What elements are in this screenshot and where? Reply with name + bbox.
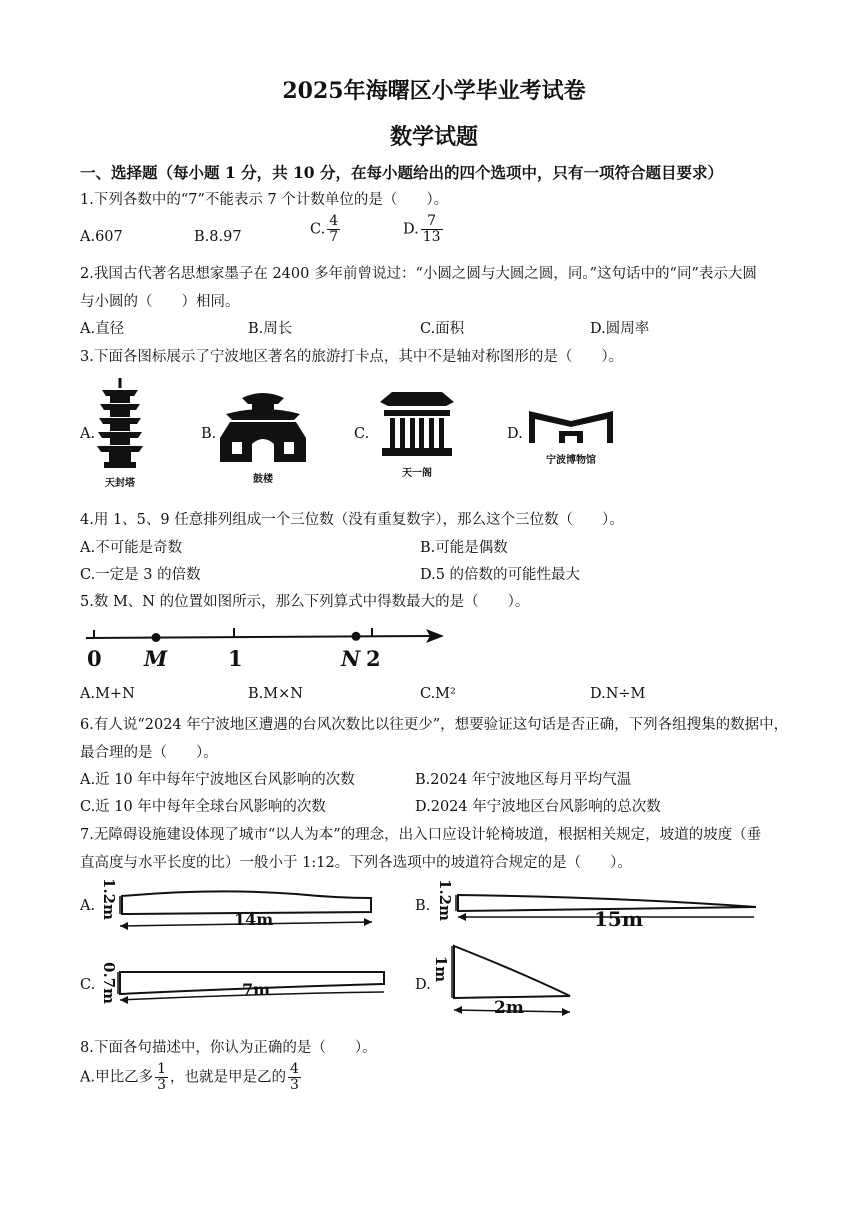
number-line-label-m: M — [144, 646, 168, 671]
ramp-b-figure — [434, 879, 764, 939]
ramp-a-figure — [96, 880, 376, 936]
q1-option-d[interactable] — [403, 214, 445, 245]
pagoda-caption: 天封塔 — [105, 478, 135, 489]
q7-option-c-label[interactable]: C. — [80, 977, 96, 993]
number-line — [82, 624, 452, 674]
q4-stem: 4.用 1、5、9 任意排列组成一个三位数（没有重复数字），那么这个三位数（ ）。 — [80, 512, 624, 528]
q1-option-d-fraction — [421, 214, 443, 245]
q7-stem-line1: 7.无障碍设施建设体现了城市“以人为本”的理念，出入口应设计轮椅坡道，根据相关规定，坡道的坡度（垂 — [80, 827, 762, 843]
museum-icon — [525, 405, 617, 467]
drum-tower-caption: 鼓楼 — [253, 474, 273, 485]
q1-option-d-label: D. — [403, 221, 419, 238]
q2-option-b[interactable]: B.周长 — [248, 321, 293, 337]
q6-option-d[interactable]: D.2024 年宁波地区台风影响的总次数 — [415, 799, 661, 815]
q3-option-a-label[interactable]: A. — [80, 426, 96, 442]
number-line-label-1: 1 — [228, 646, 243, 671]
ramp-c-height: 0.7m — [99, 962, 118, 1004]
q7-option-d-label[interactable]: D. — [415, 977, 431, 993]
ramp-d-figure — [430, 942, 580, 1022]
q1-option-b[interactable]: B.8.97 — [194, 229, 242, 245]
q8-option-a-middle: ，也就是甲是乙的 — [170, 1069, 287, 1086]
q2-option-a[interactable]: A.直径 — [80, 321, 125, 337]
q5-option-a[interactable]: A.M+N — [80, 686, 135, 702]
q1-option-c[interactable] — [310, 214, 342, 245]
q6-option-c[interactable]: C.近 10 年中每年全球台风影响的次数 — [80, 799, 326, 815]
pavilion-icon — [376, 388, 458, 480]
q4-option-c[interactable]: C.一定是 3 的倍数 — [80, 567, 201, 583]
q3-option-d-label[interactable]: D. — [507, 426, 523, 442]
q8-option-a-prefix: A.甲比乙多 — [80, 1069, 154, 1086]
ramp-c-figure — [96, 958, 386, 1012]
q1-d-denominator: 13 — [422, 229, 441, 245]
q4-option-d[interactable]: D.5 的倍数的可能性最大 — [420, 567, 581, 583]
museum-caption: 宁波博物馆 — [546, 455, 596, 466]
q8-option-a[interactable] — [80, 1062, 303, 1093]
exam-subtitle: 数学试题 — [389, 124, 478, 150]
section-heading: 一、选择题（每小题 1 分，共 10 分，在每小题给出的四个选项中，只有一项符合题目要求） — [80, 163, 723, 182]
ramp-b-height: 1.2m — [435, 879, 454, 921]
ramp-d-length: 2m — [494, 998, 524, 1018]
pagoda-icon — [94, 378, 146, 490]
number-line-label-2: 2 — [366, 646, 381, 671]
q6-stem-line1: 6.有人说“2024 年宁波地区遭遇的台风次数比以往更少”，想要验证这句话是否正确，下列各组搜集的数据中， — [80, 717, 789, 733]
drum-tower-icon — [214, 390, 312, 486]
q8-fraction-2-denominator: 3 — [290, 1077, 299, 1093]
q8-fraction-1 — [155, 1062, 168, 1093]
q3-option-b-label[interactable]: B. — [201, 426, 217, 442]
q7-option-b-label[interactable]: B. — [415, 898, 431, 914]
q4-option-b[interactable]: B.可能是偶数 — [420, 540, 508, 556]
q3-stem: 3.下面各图标展示了宁波地区著名的旅游打卡点，其中不是轴对称图形的是（ ）。 — [80, 349, 624, 365]
q5-option-d[interactable]: D.N÷M — [590, 686, 646, 702]
q1-d-numerator: 7 — [427, 213, 437, 229]
ramp-d-height: 1m — [432, 955, 451, 983]
q6-stem-line2: 最合理的是（ ）。 — [80, 745, 218, 761]
q8-fraction-2-numerator: 4 — [290, 1061, 299, 1077]
number-line-label-n: N — [341, 646, 361, 671]
q1-option-c-fraction — [327, 214, 340, 245]
number-line-label-0: 0 — [87, 646, 102, 671]
q2-stem-line1: 2.我国古代著名思想家墨子在 2400 多年前曾说过：“小圆之圆与大圆之圆，同。”这句话中的“同”表示大圆 — [80, 266, 757, 282]
q8-stem: 8.下面各句描述中，你认为正确的是（ ）。 — [80, 1040, 377, 1056]
q4-option-a[interactable]: A.不可能是奇数 — [80, 540, 183, 556]
ramp-a-height: 1.2m — [99, 878, 118, 920]
q6-option-a[interactable]: A.近 10 年中每年宁波地区台风影响的次数 — [80, 772, 355, 788]
q1-stem: 1.下列各数中的“7”不能表示 7 个计数单位的是（ ）。 — [80, 192, 449, 208]
ramp-b-length: 15m — [594, 907, 643, 931]
q6-option-b[interactable]: B.2024 年宁波地区每月平均气温 — [415, 772, 632, 788]
q5-stem: 5.数 M、N 的位置如图所示，那么下列算式中得数最大的是（ ）。 — [80, 594, 530, 610]
q8-fraction-1-numerator: 1 — [157, 1061, 167, 1077]
q1-c-numerator: 4 — [329, 213, 339, 229]
q1-c-denominator: 7 — [329, 229, 339, 245]
q5-option-c[interactable]: C.M² — [420, 686, 456, 702]
q7-stem-line2: 直高度与水平长度的比）一般小于 1:12。下列各选项中的坡道符合规定的是（ ）。 — [80, 855, 632, 871]
q2-option-d[interactable]: D.圆周率 — [590, 321, 650, 337]
ramp-a-length: 14m — [234, 910, 274, 929]
pavilion-caption: 天一阁 — [402, 468, 432, 479]
q3-option-c-label[interactable]: C. — [354, 426, 370, 442]
q2-option-c[interactable]: C.面积 — [420, 321, 465, 337]
q1-option-c-label: C. — [310, 221, 326, 238]
q2-stem-line2: 与小圆的（ ）相同。 — [80, 294, 240, 310]
q1-option-a[interactable]: A.607 — [80, 229, 123, 245]
q5-option-b[interactable]: B.M×N — [248, 686, 303, 702]
exam-title: 2025年海曙区小学毕业考试卷 — [282, 78, 586, 104]
q7-option-a-label[interactable]: A. — [80, 898, 96, 914]
ramp-c-length: 7m — [242, 980, 271, 999]
q8-fraction-1-denominator: 3 — [157, 1077, 167, 1093]
q8-fraction-2 — [288, 1062, 301, 1093]
